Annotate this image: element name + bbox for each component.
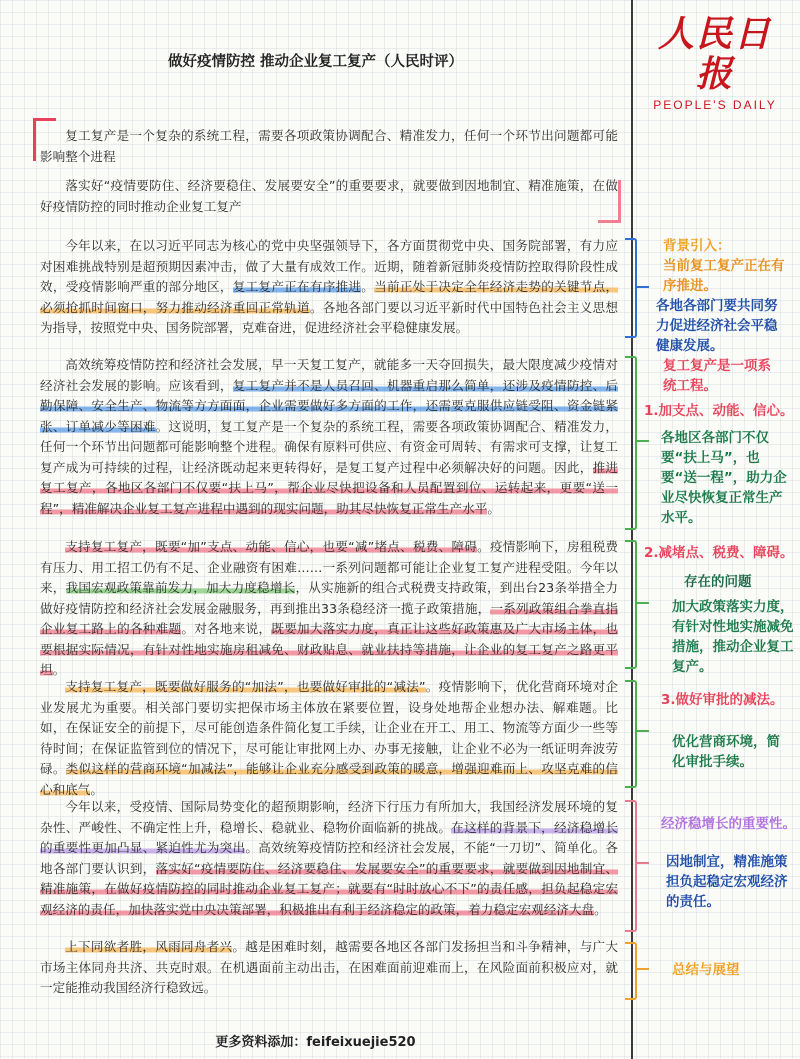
tick-summary: [637, 968, 649, 970]
highlighted-text: 既要加大落实力度，真正让这些好政策惠及广大市场主体，也要根据实际情况，有针对性地实施房租减免、财政贴息、就业扶持等措施，让企业的复工复产之路更平坦: [40, 621, 619, 677]
body-paragraph-3: [40, 537, 618, 681]
summary-paragraph-1: [40, 126, 618, 167]
text-segment: 。疫情影响下，房租税费有压力、用工招工仍有不足、企业融资有困难……一系列问题都可能让企业复工复产进程受阻。今年以来，: [40, 539, 618, 595]
peoples-daily-logo: [640, 14, 790, 112]
text-segment: 。高效统筹疫情防控和经济社会发展，不能“一刀切”、简单化。各地各部门要认识到，: [40, 840, 619, 876]
text-segment: 。: [90, 781, 103, 797]
tick-growth: [637, 862, 649, 864]
note-growth-importance: 经济稳增长的重要性。: [661, 816, 796, 832]
highlighted-text: 上下同欲者胜，风雨同舟者兴: [65, 939, 233, 954]
note-approval-reduction: 3.做好审批的减法。: [661, 692, 784, 708]
highlighted-text: 支持复工复产，既要做好服务的“加法”，也要做好审批的“减法”: [65, 679, 426, 694]
highlighted-text: 我国宏观政策靠前发力，加大力度稳增长: [65, 580, 296, 595]
note-existing-problems: 存在的问题: [684, 574, 752, 590]
text-segment: 。对各地来说，: [181, 621, 272, 636]
article-title: 做好疫情防控 推动企业复工复产（人民时评）: [167, 54, 464, 70]
highlighted-text: 一系列政策组合拳直指企业复工路上的各种难题: [40, 600, 618, 636]
text-segment: 。越是困难时刻，越需要各地区各部门发扬担当和斗争精神，与广大市场主体同舟共济、共克时艰。在机遇面前主动出击，在困难面前迎难而上，在风险面前积极应对，就一定能推动我国经济行稳致远。: [40, 939, 619, 995]
highlighted-text: 在这样的背景下，经济稳增长的重要性更加凸显、紧迫性尤为突出: [40, 819, 619, 855]
tick-reduce: [637, 602, 649, 604]
note-background-label: 背景引入：: [663, 238, 731, 254]
bracket-system: [625, 356, 637, 530]
text-segment: 。这说明，复工复产是一个复杂的系统工程，需要各项政策协调配合、精准发力，任何一个环节出问题都可能影响整个进程。确保有原料可供应、有资金可周转、有需求可支撑，让复工复产成为可持续的过程，让经济既动起来更转得好，是复工复产过程中必须解决好的问题。因此，: [40, 418, 619, 475]
text-segment: 。疫情影响下，优化营商环境对企业发展尤为重要。相关部门要切实把保市场主体放在紧要位置，设身处地帮企业想办法、解难题。比如，在保证安全的前提下，尽可能创造条件简化复工手续，让企业在开工、用工、物流等方面少一些等待时间；在保证监管到位的情况下，尽可能让审批网上办、办事无接触，让企业不必为一纸证明奔波劳碌。: [40, 679, 619, 776]
highlighted-text: 类似这样的营商环境“加减法”，能够让企业充分感受到政策的暖意，增强迎难而上、攻坚克难的信心和底气: [40, 761, 618, 797]
highlighted-text: 推进复工复产，各地区各部门不仅要“扶上马”，帮企业尽快把设备和人员配置到位、运转起来，更要“送一程”，精准解决企业复工复产进程中遇到的现实问题，助其尽快恢复正常生产水平: [40, 459, 619, 516]
note-local-conditions: 因地制宜，精准施策担负起稳定宏观经济的责任。: [666, 854, 788, 910]
text-segment: 。: [52, 662, 66, 677]
note-background-content: 当前复工复产正在有序推进。: [663, 258, 785, 294]
bracket-summary: [625, 942, 637, 1000]
text-segment: 。: [594, 901, 607, 917]
highlighted-text: 复工复产正在有序推进: [232, 279, 362, 294]
note-business-environment: 优化营商环境，简化审批手续。: [672, 734, 780, 770]
tick-approval: [637, 730, 649, 732]
text-segment: 。: [361, 279, 375, 294]
note-system-project: 复工复产是一项系统工程。: [663, 358, 771, 394]
text-segment: 落实好“疫情要防住、经济要稳住、发展要安全”的重要要求，就要做到因地制宜、精准施策，在做好疫情防控的同时推动企业复工复产: [40, 178, 618, 214]
text-segment: 。: [487, 500, 500, 516]
logo-english: PEOPLE'S DAILY: [653, 98, 777, 112]
text-segment: 高效统筹疫情防控和经济社会发展，早一天复工复产，就能多一天夺回损失，最大限度减少疫情对经济社会发展的影响。应该看到，: [40, 357, 618, 393]
tick-background: [637, 286, 649, 288]
body-paragraph-6: [40, 937, 618, 999]
bracket-reduce: [625, 540, 637, 669]
text-segment: 今年以来，受疫情、国际局势变化的超预期影响，经济下行压力有所加大，我国经济发展环境的复杂性、严峻性、不确定性上升，稳增长、稳就业、稳物价面临新的挑战。: [40, 799, 618, 835]
tick-system: [637, 440, 649, 442]
bracket-background: [625, 238, 637, 338]
highlighted-text: 当前正处于决定全年经济走势的关键节点，必须抢抓时间窗口，努力推动经济重回正常轨道: [40, 279, 619, 315]
body-paragraph-2: [40, 355, 618, 519]
highlighted-text: 落实好“疫情要防住、经济要稳住、发展要安全”的重要要求，就要做到因地制宜、精准施策，在做好疫情防控的同时推动企业复工复产: [40, 860, 618, 896]
summary-paragraph-2: [40, 176, 618, 217]
note-reduce-blockages: 2.减堵点、税费、障碍。: [644, 545, 794, 561]
note-help-enterprises: 各地区各部门不仅要“扶上马”，也要“送一程”，助力企业尽快恢复正常生产水平。: [661, 430, 787, 526]
highlighted-text: 支持复工复产，既要“加”支点、动能、信心，也要“减”堵点、税费、障碍: [65, 539, 478, 554]
text-segment: 复工复产是一个复杂的系统工程，需要各项政策协调配合、精准发力，任何一个环节出问题都可能影响整个进程: [40, 128, 618, 164]
highlighted-text: 复工复产并不是人员召回、机器重启那么简单，还涉及疫情防控、后勤保障、安全生产、物流等方方面面，企业需要做好多方面的工作，还需要克服供应链受阻、资金链紧张、订单减少等困难: [40, 377, 619, 434]
text-segment: ，从实施新的组合式税费支持政策，到出台23条举措全力做好疫情防控和经济社会发展金融服务，再到推出33条稳经济一揽子政策措施，: [40, 580, 619, 616]
text-segment: 。各地各部门要以习近平新时代中国特色社会主义思想为指导，按照党中央、国务院部署，克难奋进，促进经济社会平稳健康发展。: [40, 299, 619, 335]
body-paragraph-5: [40, 797, 618, 920]
logo-chinese: 人民日报: [657, 13, 772, 95]
note-add-support: 1.加支点、动能、信心。: [644, 403, 794, 419]
highlighted-text: ；就要有“时时放心不下”的责任感，担负起稳定宏观经济的责任，加快落实党中央决策部署，积极推出有利于经济稳定的政策，着力稳定宏观经济大盘: [40, 881, 618, 917]
footer-contact: 更多资料添加：feifeixuejie520: [215, 1035, 416, 1050]
note-policy-implementation: 加大政策落实力度，有针对性地实施减免措施，推动企业复工复产。: [672, 599, 794, 675]
note-conclusion: 总结与展望: [672, 962, 740, 978]
bracket-growth: [625, 800, 637, 932]
note-joint-effort: 各地各部门要共同努力促进经济社会平稳健康发展。: [656, 298, 778, 354]
text-segment: 今年以来，在以习近平同志为核心的党中央坚强领导下，各方面贯彻党中央、国务院部署，有力应对困难挑战特别是超预期因素冲击，做了大量有成效工作。近期，随着新冠肺炎疫情防控取得阶段性成效，受疫情影响严重的部分地区，: [40, 238, 618, 294]
bracket-approval: [625, 680, 637, 788]
body-paragraph-4: [40, 677, 618, 800]
body-paragraph-1: [40, 236, 618, 339]
